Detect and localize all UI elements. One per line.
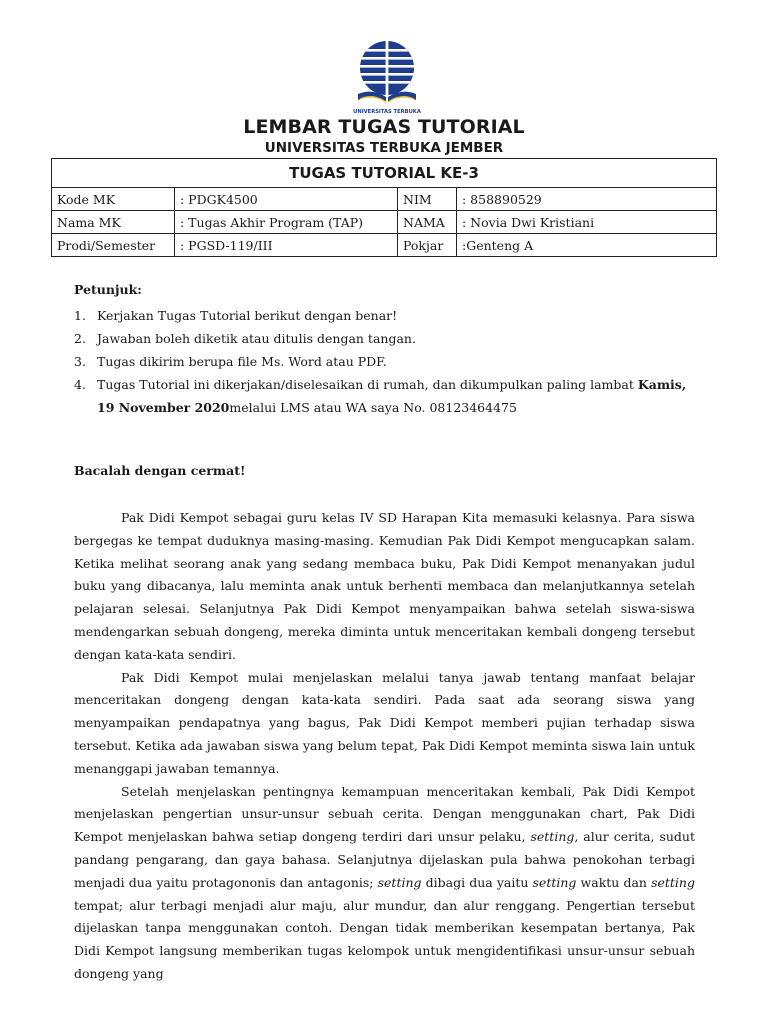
value-kode-mk: : PDGK4500: [175, 188, 398, 211]
italic-term: setting: [532, 874, 577, 890]
paragraph-text: Setelah menjelaskan pentingnya kemampuan menceritakan kembali, Pak Didi Kempot menjelaskan pengertian unsur-unsur sebuah cerita. Dengan menggunakan chart, Pak Didi Kempot menjelaskan bahwa setiap dongeng terdiri dari unsur pelaku,: [74, 783, 695, 845]
label-pokjar: Pokjar: [398, 234, 457, 257]
label-nama: NAMA: [398, 211, 457, 234]
italic-term: setting: [377, 874, 422, 890]
paragraph: Pak Didi Kempot sebagai guru kelas IV SD Harapan Kita memasuki kelasnya. Para siswa bergegas ke tempat duduknya masing-masing. Kemudian Pak Didi Kempot mengucapkan salam. Ketika melihat seorang anak yang sedang membaca buku, Pak Didi Kempot menanyakan judul buku yang dibacanya, lalu meminta anak untuk berhenti membaca dan melanjutkannya setelah pelajaran selesai. Selanjutnya Pak Didi Kempot menyampaikan bahwa setelah siswa-siswa mendengarkan sebuah dongeng, mereka diminta untuk menceritakan kembali dongeng tersebut dengan kata-kata sendiri.: [74, 510, 695, 662]
label-kode-mk: Kode MK: [52, 188, 175, 211]
paragraph-text: waktu dan: [576, 874, 652, 890]
label-prodi: Prodi/Semester: [52, 234, 175, 257]
list-item: [74, 373, 704, 419]
list-text: Tugas dikirim berupa file Ms. Word atau PDF.: [97, 354, 387, 369]
instructions-heading: Petunjuk:: [74, 282, 142, 297]
reading-heading: Bacalah dengan cermat!: [74, 463, 246, 478]
table-row: [52, 188, 717, 211]
page-title: LEMBAR TUGAS TUTORIAL: [243, 116, 525, 138]
value-nama-mk: : Tugas Akhir Program (TAP): [175, 211, 398, 234]
list-number: 2.: [74, 331, 86, 346]
italic-term: setting: [530, 829, 575, 845]
logo-caption: UNIVERSITAS TERBUKA: [353, 109, 421, 115]
label-nim: NIM: [398, 188, 457, 211]
value-prodi: : PGSD-119/III: [175, 234, 398, 257]
list-text: Tugas Tutorial ini dikerjakan/diselesaikan di rumah, dan dikumpulkan paling lambat: [97, 377, 638, 392]
list-item: [74, 327, 704, 350]
paragraph-text: tempat; alur terbagi menjadi alur maju, alur mundur, dan alur renggang. Pengertian tersebut dijelaskan tanpa menggunakan contoh. Dengan tidak memberikan kesempatan bertanya, Pak Didi Kempot langsung memberikan tugas kelompok untuk mengidentifikasi unsur-unsur sebuah dongeng yang: [74, 897, 695, 981]
list-number: 3.: [74, 354, 86, 369]
paragraph-text: , alur cerita, sudut pandang pengarang, dan gaya bahasa. Selanjutnya dijelaskan pula bahwa penokohan terbagi menjadi dua yaitu protagononis dan antagonis;: [74, 829, 695, 890]
table-row: [52, 234, 717, 257]
list-number: 1.: [74, 308, 86, 323]
paragraph: Pak Didi Kempot mulai menjelaskan melalui tanya jawab tentang manfaat belajar menceritakan dongeng dengan kata-kata sendiri. Pada saat ada seorang siswa yang menyampaikan pendapatnya yang bagus, Pak Didi Kempot memberi pujian terhadap siswa tersebut. Ketika ada jawaban siswa yang belum tepat, Pak Didi Kempot meminta siswa lain untuk menanggapi jawaban temannya.: [74, 669, 695, 776]
paragraph: [74, 781, 695, 986]
list-text: melalui LMS atau WA saya No. 08123464475: [229, 400, 517, 415]
instructions-list: [74, 304, 704, 419]
info-table: [51, 158, 717, 257]
table-heading: TUGAS TUTORIAL KE-3: [52, 159, 717, 188]
list-item: [74, 304, 704, 327]
deadline-date: Kamis, 19 November 2020: [97, 377, 687, 415]
list-number: 4.: [74, 377, 86, 392]
list-text: Jawaban boleh diketik atau ditulis dengan tangan.: [97, 331, 416, 346]
page-subtitle: UNIVERSITAS TERBUKA JEMBER: [264, 140, 504, 156]
italic-term: setting: [651, 874, 695, 890]
university-logo: [347, 36, 427, 116]
value-nim: : 858890529: [457, 188, 717, 211]
list-text: Kerjakan Tugas Tutorial berikut dengan benar!: [97, 308, 398, 323]
table-row: [52, 211, 717, 234]
value-pokjar: :Genteng A: [457, 234, 717, 257]
label-nama-mk: Nama MK: [52, 211, 175, 234]
value-nama: : Novia Dwi Kristiani: [457, 211, 717, 234]
reading-passage: [74, 507, 695, 986]
paragraph-text: dibagi dua yaitu: [421, 874, 533, 890]
list-item: [74, 350, 704, 373]
